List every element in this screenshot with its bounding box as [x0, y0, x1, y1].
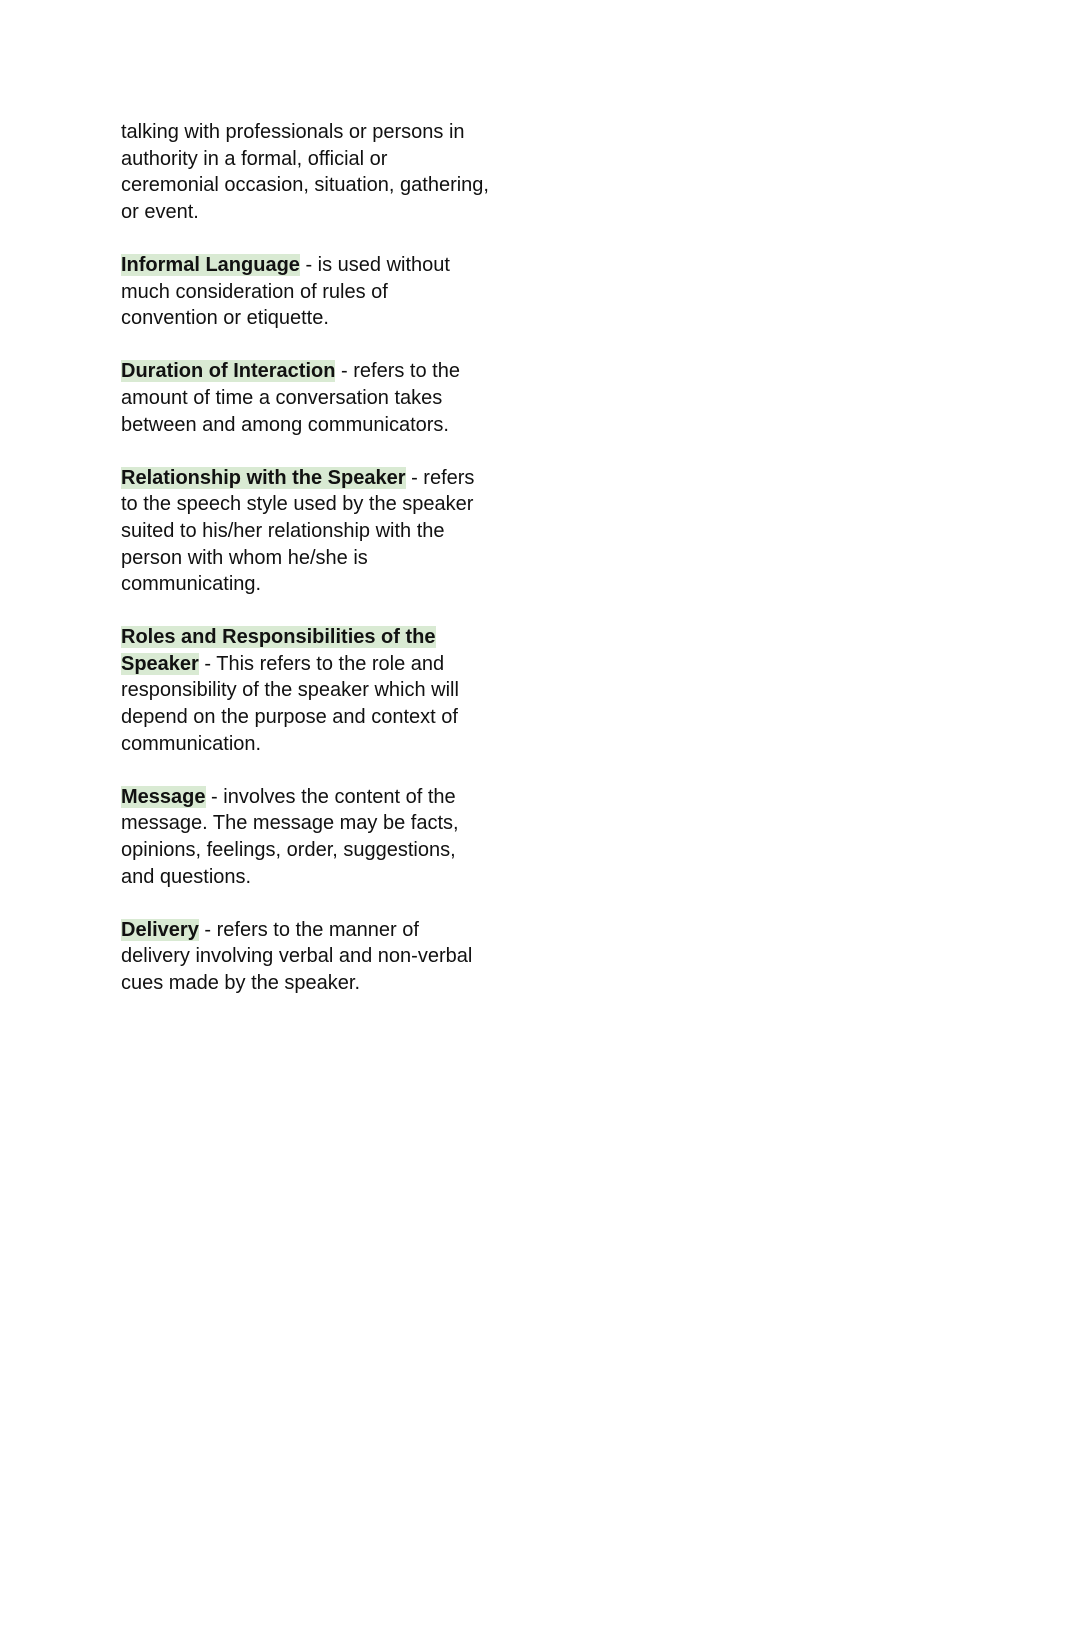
definition: - is used without much consideration of rules of convention or etiquette.	[121, 253, 450, 330]
intro-paragraph: talking with professionals or persons in authority in a formal, official or ceremonial occasion, situation, gathering, or event.	[121, 121, 489, 223]
definition: - involves the content of the message. The message may be facts, opinions, feelings, order, suggestions, and questions.	[121, 785, 459, 888]
document-page	[121, 119, 489, 1023]
definition: - refers to the manner of delivery involving verbal and non-verbal cues made by the speaker.	[121, 918, 473, 994]
entry-informal-language	[121, 252, 489, 332]
term-highlight: Duration of Interaction	[121, 360, 336, 383]
entry-duration-of-interaction	[121, 358, 489, 438]
term-highlight: Informal Language	[121, 253, 300, 276]
term-highlight: Delivery	[121, 918, 199, 941]
entry-roles-and-responsibilities	[121, 624, 489, 757]
term-highlight: Message	[121, 785, 206, 808]
definition: - refers to the amount of time a conversation takes between and among communicators.	[121, 360, 460, 436]
definition: - refers to the speech style used by the speaker suited to his/her relationship with the person with whom he/she is communicating.	[121, 466, 475, 596]
entry-relationship-with-speaker	[121, 465, 489, 598]
entry-message	[121, 784, 489, 890]
definition: - This refers to the role and responsibility of the speaker which will depend on the purpose and context of communication.	[121, 652, 459, 755]
term-highlight: Relationship with the Speaker	[121, 466, 406, 489]
term-highlight: Roles and Responsibilities of the Speaker	[121, 626, 436, 675]
entry-delivery	[121, 917, 489, 997]
